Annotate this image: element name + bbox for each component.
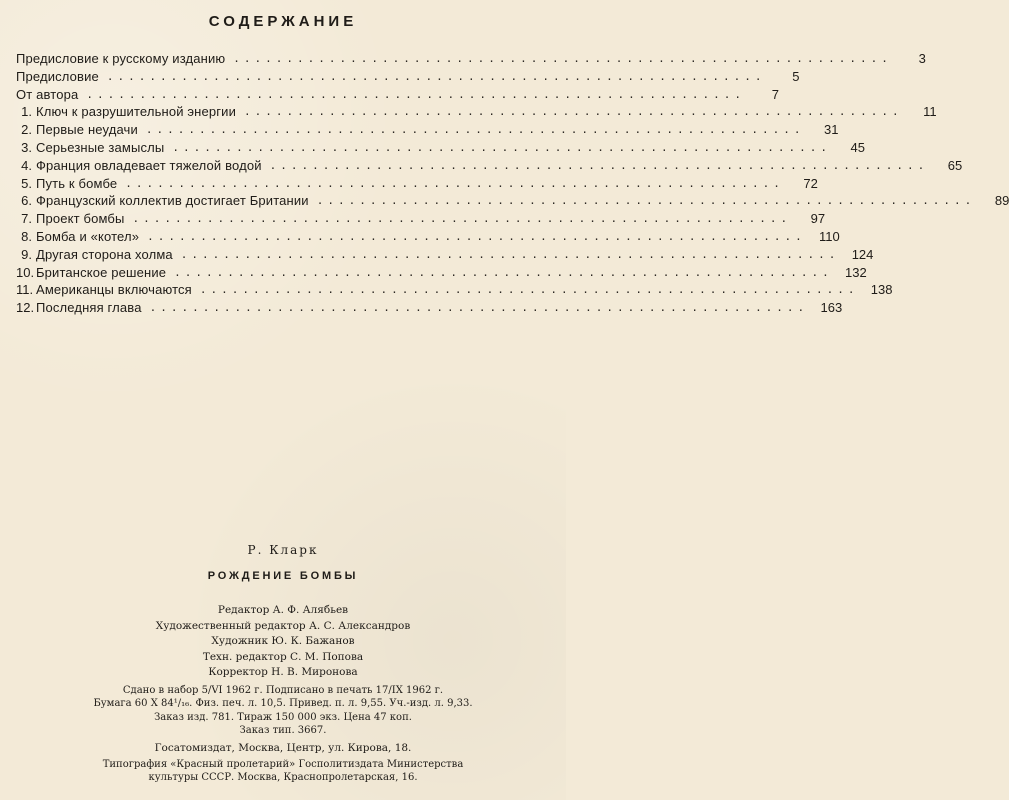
toc-entry-page: 132 [845, 264, 867, 280]
toc-entry [16, 139, 865, 157]
credit-line: Художник Ю. К. Бажанов [211, 635, 355, 647]
toc-entry [16, 86, 779, 104]
credit-line: Техн. редактор С. М. Попова [202, 650, 364, 663]
print-house [0, 758, 566, 784]
credit-line: Корректор Н. В. Миронова [208, 666, 358, 678]
toc-entry-page: 110 [818, 228, 840, 244]
credit-line: Редактор А. Ф. Алябьев [217, 604, 349, 616]
toc-entry-page: 72 [803, 175, 818, 191]
publication-line: Заказ тип. 3667. [239, 724, 327, 736]
publication-line: Бумага 60 X 84¹/₁₆. Физ. печ. л. 10,5. Привед. п. л. 9,55. Уч.-изд. л. 9,33. [93, 698, 473, 710]
toc-entry-title: Путь к бомбе [36, 175, 118, 191]
leader-dots: .............................................................. [244, 105, 903, 119]
toc-entry-title: Бомба и «котел» [36, 228, 140, 244]
toc-entry-number: 1. [21, 104, 32, 120]
toc-entry-title: Американцы включаются [36, 282, 192, 298]
toc-entry-title: Первые неудачи [36, 122, 138, 138]
toc-entry-title: Франция овладевает тяжелой водой [36, 157, 262, 173]
book-title: РОЖДЕНИЕ БОМБЫ [207, 570, 359, 582]
toc-entry-page: 124 [851, 246, 874, 262]
toc-entry-title: Британское решение [36, 264, 167, 280]
toc-entry-page: 11 [923, 104, 937, 120]
publication-details [0, 684, 566, 737]
toc-entry-page: 89 [994, 193, 1009, 209]
leader-dots: .............................................................. [147, 229, 806, 243]
toc-entry-title: Последняя глава [36, 300, 142, 316]
leader-dots: .............................................................. [269, 158, 929, 172]
toc-entry [16, 157, 963, 175]
leader-dots: .............................................................. [149, 301, 809, 315]
toc-entry-title: Предисловие к русскому изданию [16, 51, 226, 66]
toc-entry [16, 210, 826, 228]
toc-entry-number: 11. [16, 282, 34, 298]
leader-dots: .............................................................. [199, 283, 859, 297]
leader-dots: .............................................................. [125, 176, 784, 190]
leader-dots: .............................................................. [233, 52, 892, 65]
toc-title: СОДЕРЖАНИЕ [208, 13, 358, 30]
toc-entry [16, 192, 1009, 210]
toc-entry-title: Предисловие [16, 68, 99, 84]
toc-entry-number: 2. [21, 122, 32, 138]
toc-entry [16, 264, 867, 282]
toc-entry-number: 3. [21, 139, 32, 155]
publisher-line: Госатомиздат, Москва, Центр, ул. Кирова, 18. [154, 742, 412, 754]
toc-entry-page: 138 [870, 282, 893, 298]
leader-dots: .............................................................. [145, 123, 805, 137]
toc-entry-number: 8. [21, 228, 32, 244]
toc-entry-number: 4. [21, 157, 32, 173]
toc-entry-page: 97 [810, 211, 826, 227]
leader-dots: .............................................................. [106, 69, 766, 83]
toc-entry [16, 281, 893, 299]
toc-entry [16, 50, 926, 68]
credit-line: Художественный редактор А. С. Александров [155, 619, 411, 632]
leader-dots: .............................................................. [174, 265, 833, 279]
toc-entry [16, 299, 843, 317]
toc-entry-page: 3 [918, 51, 926, 66]
toc-entry-title: Другая сторона холма [36, 246, 173, 262]
publication-line: Сдано в набор 5/VI 1962 г. Подписано в печать 17/IX 1962 г. [122, 685, 444, 696]
toc-entry-page: 45 [850, 139, 865, 155]
toc-entry [16, 103, 937, 121]
toc-entry-number: 10. [16, 264, 35, 280]
toc-entry-number: 7. [21, 211, 32, 227]
leader-dots: .............................................................. [316, 194, 976, 208]
leader-dots: .............................................................. [132, 212, 792, 226]
toc-entry [16, 246, 874, 264]
toc-entry-page: 65 [947, 157, 963, 173]
toc-entry-page: 7 [771, 86, 779, 102]
publication-line: Заказ изд. 781. Тираж 150 000 экз. Цена 47 коп. [154, 711, 412, 723]
toc-entry-page: 31 [824, 122, 839, 138]
toc-entry-title: Ключ к разрушительной энергии [36, 104, 236, 120]
toc-entry [16, 121, 839, 139]
leader-dots: .............................................................. [180, 247, 840, 261]
toc-entry-title: Французский коллектив достигает Британии [36, 193, 309, 209]
print-house-line: Типография «Красный пролетарий» Госполитиздата Министерства [102, 759, 464, 770]
table-of-contents [16, 50, 1009, 317]
toc-entry-page: 5 [792, 68, 800, 84]
toc-entry [16, 228, 840, 246]
leader-dots: .............................................................. [172, 140, 831, 154]
toc-entry-title: Проект бомбы [36, 211, 125, 227]
toc-entry-number: 6. [21, 193, 32, 209]
toc-entry [16, 175, 818, 193]
toc-entry-number: 12. [16, 300, 35, 316]
author-name: Р. Кларк [247, 543, 319, 557]
editorial-credits [0, 603, 566, 681]
toc-entry-page: 163 [820, 300, 843, 316]
toc-entry-number: 5. [21, 175, 32, 191]
print-house-line: культуры СССР. Москва, Краснопролетарская, 16. [148, 772, 418, 783]
toc-entry-title: От автора [16, 86, 79, 102]
toc-entry-title: Серьезные замыслы [36, 139, 165, 155]
toc-entry-number: 9. [21, 246, 32, 262]
toc-entry [16, 68, 800, 86]
leader-dots: .............................................................. [86, 87, 745, 101]
